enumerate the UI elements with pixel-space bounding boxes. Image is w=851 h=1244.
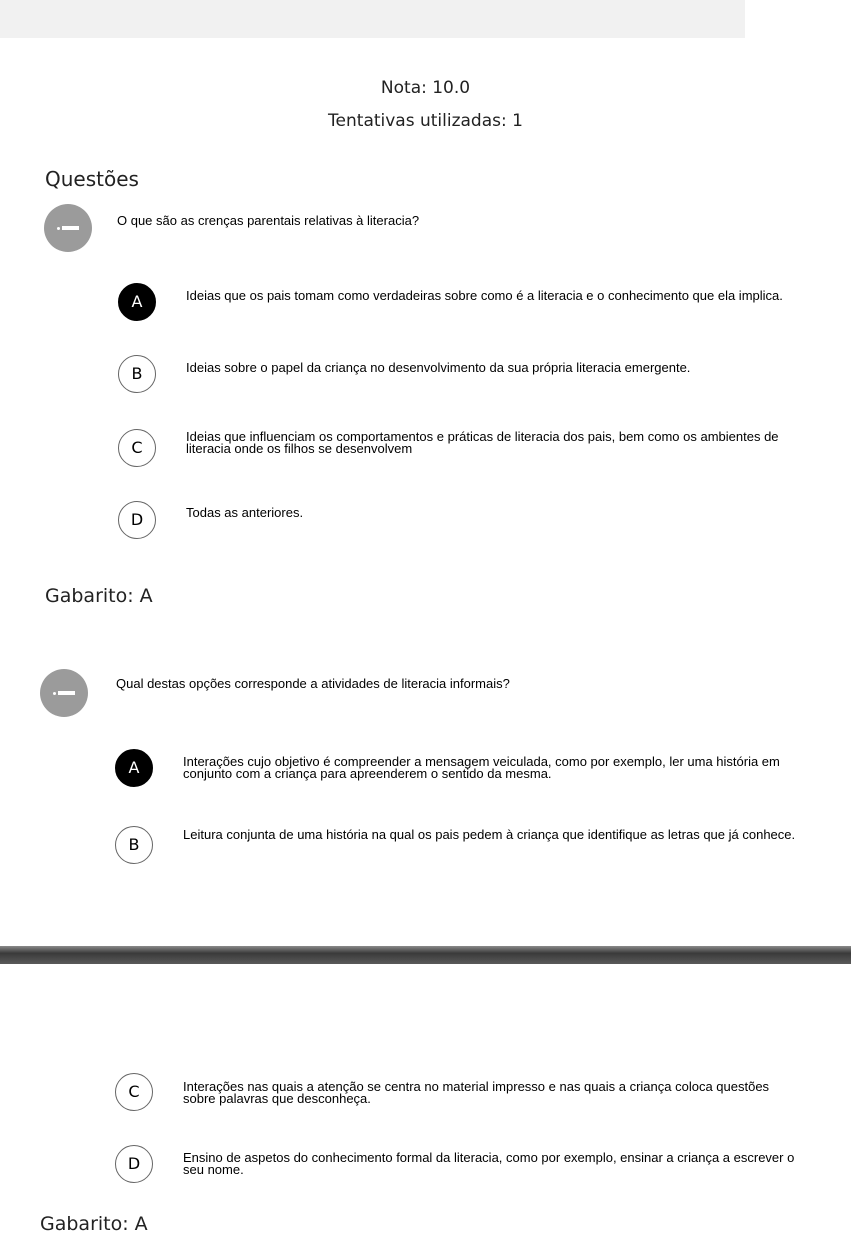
attempts-text: Tentativas utilizadas: 1 [328,111,523,131]
option-d-text: Todas as anteriores. [186,505,304,520]
option-c-circle[interactable]: C [115,1073,153,1111]
option-c-circle[interactable]: C [118,429,156,467]
option-a-circle[interactable]: A [118,283,156,321]
option-c-text: Interações nas quais a atenção se centra no material impresso e nas quais a criança coloca questões sobre palavras que desconheça. [183,1079,770,1106]
option-d-circle[interactable]: D [118,501,156,539]
option-c-text: Ideias que influenciam os comportamentos e práticas de literacia dos pais, bem como os ambientes de literacia onde os filhos se desenvolvem [186,429,779,456]
option-a-text: Interações cujo objetivo é compreender a mensagem veiculada, como por exemplo, ler uma história em conjunto com a criança para apreenderem o sentido da mesma. [183,754,780,781]
question-2-text: Qual destas opções corresponde a atividades de literacia informais? [116,676,510,691]
question-icon [40,669,88,717]
section-title: Questões [45,167,139,191]
answer-key: Gabarito: A [40,1213,148,1235]
option-a-circle[interactable]: A [115,749,153,787]
question-1-text: O que são as crenças parentais relativas à literacia? [117,213,420,228]
option-a-text: Ideias que os pais tomam como verdadeiras sobre como é a literacia e o conhecimento que ela implica. [186,288,783,303]
answer-key: Gabarito: A [45,585,153,607]
option-b-text: Ideias sobre o papel da criança no desenvolvimento da sua própria literacia emergente. [186,360,691,375]
option-b-circle[interactable]: B [115,826,153,864]
option-b-circle[interactable]: B [118,355,156,393]
option-d-text: Ensino de aspetos do conhecimento formal da literacia, como por exemplo, ensinar a criança a escrever o seu nome. [183,1150,795,1177]
option-d-circle[interactable]: D [115,1145,153,1183]
question-icon [44,204,92,252]
option-b-text: Leitura conjunta de uma história na qual os pais pedem à criança que identifique as letras que já conhece. [183,827,796,842]
top-bar [0,0,745,38]
score-text: Nota: 10.0 [380,78,471,98]
page-break-divider [0,946,851,964]
